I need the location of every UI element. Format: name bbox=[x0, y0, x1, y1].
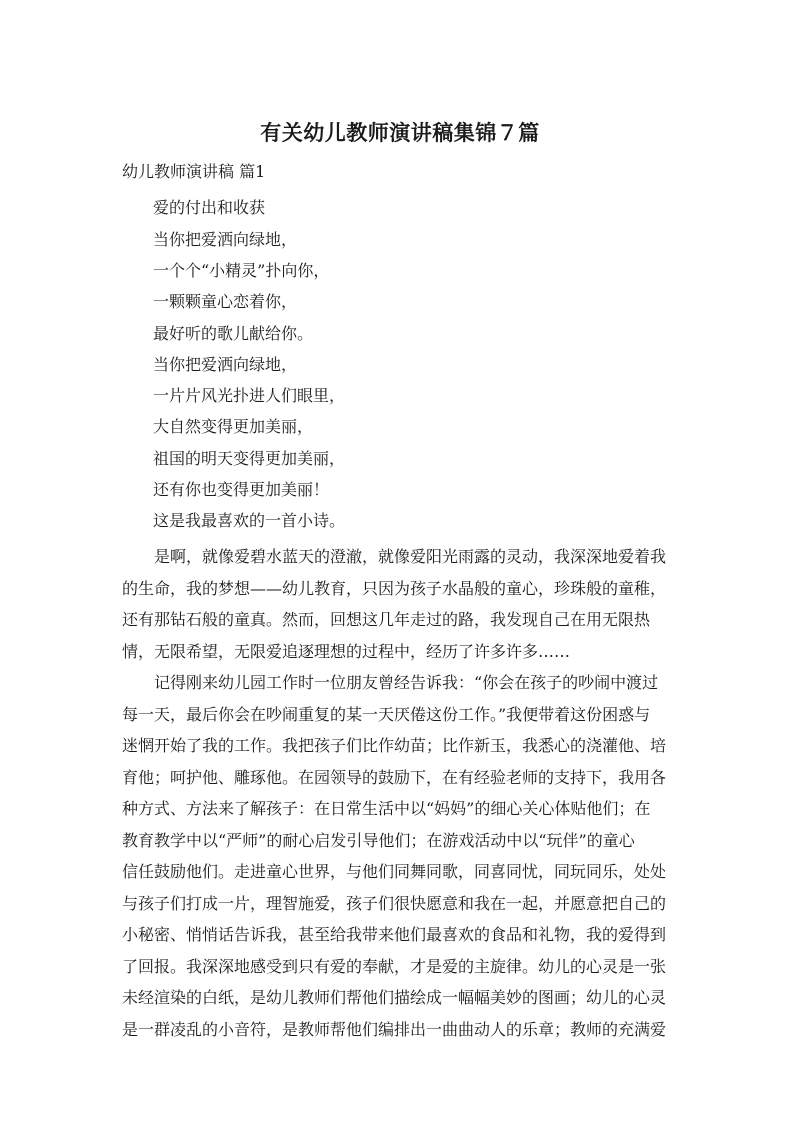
paragraph-line: 信任鼓励他们。走进童心世界，与他们同舞同歌，同喜同忧，同玩同乐，处处 bbox=[122, 862, 667, 881]
paragraph-line: 迷惘开始了我的工作。我把孩子们比作幼苗；比作新玉，我悉心的浇灌他、培 bbox=[122, 736, 667, 755]
poem-line: 一个个“小精灵”扑向你， bbox=[153, 261, 330, 280]
poem-line: 还有你也变得更加美丽！ bbox=[153, 480, 330, 499]
document-title: 有关幼儿教师演讲稿集锦７篇 bbox=[260, 121, 540, 145]
paragraph-line: 情，无限希望，无限爱追逐理想的过程中，经历了许多许多…… bbox=[122, 641, 571, 661]
paragraph-line: 育他；呵护他、雕琢他。在园领导的鼓励下，在有经验老师的支持下，我用各 bbox=[122, 767, 667, 787]
section-heading: 幼儿教师演讲稿 篇1 bbox=[122, 162, 266, 181]
paragraph-line: 是啊，就像爱碧水蓝天的澄澈，就像爱阳光雨露的灵动，我深深地爱着我 bbox=[122, 547, 667, 566]
poem-line: 一颗颗童心恋着你， bbox=[153, 292, 298, 311]
poem-line: 当你把爱洒向绿地， bbox=[153, 230, 298, 249]
paragraph-line: 是一群凌乱的小音符，是教师帮他们编排出一曲曲动人的乐章；教师的充满爱 bbox=[122, 1019, 667, 1039]
paragraph-line: 的生命，我的梦想——幼儿教育，只因为孩子水晶般的童心，珍珠般的童稚， bbox=[122, 578, 667, 598]
poem-line: 大自然变得更加美丽， bbox=[153, 417, 314, 436]
paragraph-line: 还有那钻石般的童真。然而，回想这几年走过的路，我发现自己在用无限热 bbox=[122, 610, 651, 629]
paragraph-2 bbox=[122, 667, 682, 1045]
poem-line: 这是我最喜欢的一首小诗。 bbox=[153, 511, 346, 530]
paragraph-1 bbox=[122, 541, 682, 667]
paragraph-line: 每一天，最后你会在吵闹重复的某一天厌倦这份工作。”我便带着这份困惑与 bbox=[122, 704, 651, 724]
poem-line: 当你把爱洒向绿地， bbox=[153, 355, 298, 374]
paragraph-line: 了回报。我深深地感受到只有爱的奉献，才是爱的主旋律。幼儿的心灵是一张 bbox=[122, 956, 667, 976]
paragraph-line: 与孩子们打成一片，理智施爱，孩子们很快愿意和我在一起，并愿意把自己的 bbox=[122, 893, 667, 913]
poem-line: 爱的付出和收获 bbox=[153, 198, 266, 217]
paragraph-line: 未经渲染的白纸，是幼儿教师们帮他们描绘成一幅幅美妙的图画；幼儿的心灵 bbox=[122, 988, 667, 1007]
poem-line: 一片片风光扑进人们眼里， bbox=[153, 386, 346, 405]
paragraph-line: 种方式、方法来了解孩子：在日常生活中以“妈妈”的细心关心体贴他们；在 bbox=[122, 799, 651, 818]
paragraph-line: 小秘密、悄悄话告诉我，甚至给我带来他们最喜欢的食品和礼物，我的爱得到 bbox=[122, 925, 667, 944]
paragraph-line: 记得刚来幼儿园工作时一位朋友曾经告诉我：“你会在孩子的吵闹中渡过 bbox=[122, 673, 659, 692]
poem-line: 祖国的明天变得更加美丽， bbox=[153, 449, 346, 468]
poem-line: 最好听的歌儿献给你。 bbox=[153, 324, 314, 343]
paragraph-line: 教育教学中以“严师”的耐心启发引导他们；在游戏活动中以“玩伴”的童心 bbox=[122, 830, 635, 850]
